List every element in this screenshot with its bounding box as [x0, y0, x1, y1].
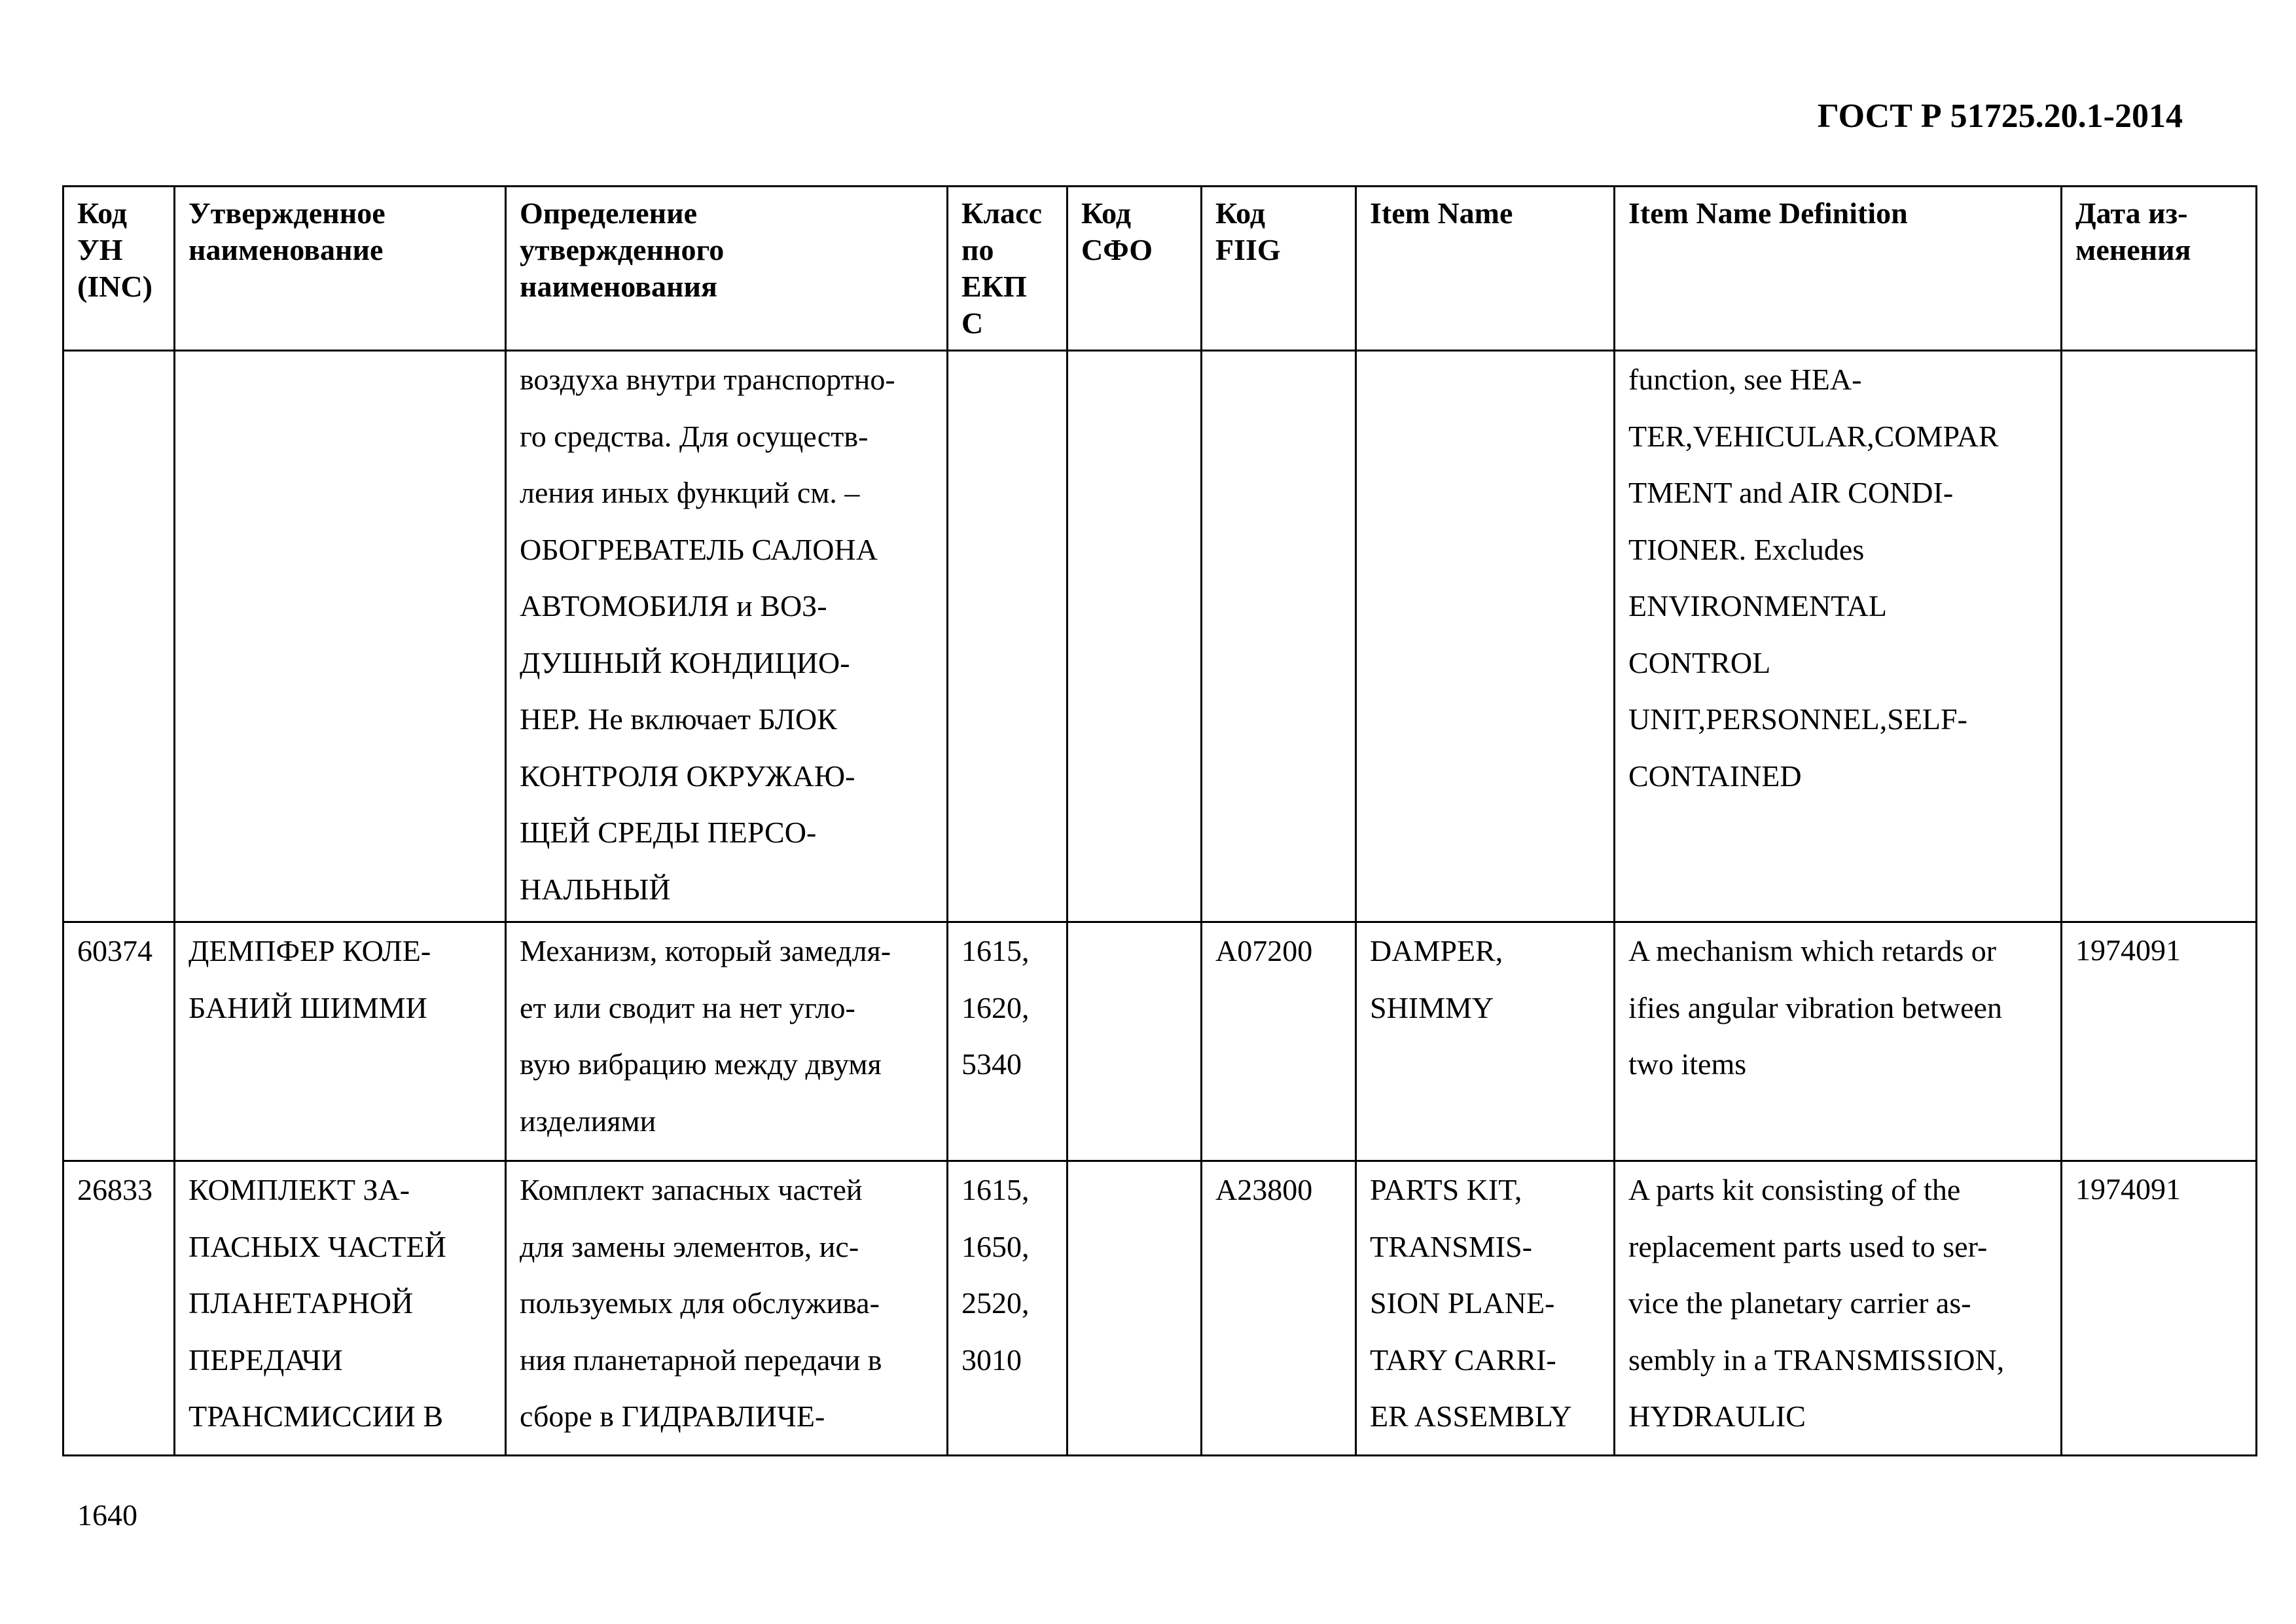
cell-fiig — [1202, 351, 1356, 922]
cell-inc: 60374 — [63, 922, 175, 1161]
cell-item-name — [1356, 351, 1615, 922]
cell-item-name: DAMPER, SHIMMY — [1356, 922, 1615, 1161]
header-sfo: Код СФО — [1067, 187, 1202, 351]
cell-item-definition: A mechanism which retards or ifies angular vibration between two items — [1615, 922, 2062, 1161]
table-header-row — [63, 187, 2257, 351]
cell-approved-name: КОМПЛЕКТ ЗА- ПАСНЫХ ЧАСТЕЙ ПЛАНЕТАРНОЙ ПЕРЕДАЧИ ТРАНСМИССИИ В — [175, 1161, 506, 1456]
header-item-definition: Item Name Definition — [1615, 187, 2062, 351]
page-number: 1640 — [77, 1498, 137, 1532]
cell-class: 1615, 1650, 2520, 3010 — [948, 1161, 1067, 1456]
cell-approved-name: ДЕМПФЕР КОЛЕ- БАНИЙ ШИММИ — [175, 922, 506, 1161]
table-row — [63, 1161, 2257, 1456]
cell-sfo — [1067, 922, 1202, 1161]
cell-inc — [63, 351, 175, 922]
cell-approved-name — [175, 351, 506, 922]
header-inc: Код УН (INC) — [63, 187, 175, 351]
cell-definition: воздуха внутри транспортно- го средства. Для осуществ- ления иных функций см. – ОБОГРЕВАТЕЛЬ САЛОНА АВТОМОБИЛЯ и ВОЗ- ДУШНЫЙ КОНДИЦИО- НЕР. Не включает БЛОК КОНТРОЛЯ ОКРУЖАЮ- ЩЕЙ СРЕДЫ ПЕРСО- НАЛЬНЫЙ — [506, 351, 948, 922]
header-class: Класс по ЕКП С — [948, 187, 1067, 351]
table-row — [63, 922, 2257, 1161]
cell-item-definition: A parts kit consisting of the replacement parts used to ser- vice the planetary carrier as- sembly in a TRANSMISSION, HYDRAULIC — [1615, 1161, 2062, 1456]
header-fiig: Код FIIG — [1202, 187, 1356, 351]
cell-fiig: A07200 — [1202, 922, 1356, 1161]
header-definition: Определение утвержденного наименования — [506, 187, 948, 351]
cell-date: 1974091 — [2062, 1161, 2257, 1456]
cell-date: 1974091 — [2062, 922, 2257, 1161]
header-item-name: Item Name — [1356, 187, 1615, 351]
cell-item-definition: function, see HEA- TER,VEHICULAR,COMPAR TMENT and AIR CONDI- TIONER. Excludes ENVIRONMENTAL CONTROL UNIT,PERSONNEL,SELF- CONTAINED — [1615, 351, 2062, 922]
cell-fiig: A23800 — [1202, 1161, 1356, 1456]
cell-sfo — [1067, 351, 1202, 922]
cell-sfo — [1067, 1161, 1202, 1456]
cell-inc: 26833 — [63, 1161, 175, 1456]
cell-definition: Механизм, который замедля- ет или сводит на нет угло- вую вибрацию между двумя изделиями — [506, 922, 948, 1161]
header-approved-name: Утвержденное наименование — [175, 187, 506, 351]
header-date: Дата из- менения — [2062, 187, 2257, 351]
document-standard-title: ГОСТ Р 51725.20.1-2014 — [1817, 98, 2183, 135]
catalog-table — [62, 185, 2257, 1456]
cell-date — [2062, 351, 2257, 922]
cell-definition: Комплект запасных частей для замены элементов, ис- пользуемых для обслужива- ния планетарной передачи в сборе в ГИДРАВЛИЧЕ- — [506, 1161, 948, 1456]
cell-class: 1615, 1620, 5340 — [948, 922, 1067, 1161]
cell-class — [948, 351, 1067, 922]
table-row — [63, 351, 2257, 922]
cell-item-name: PARTS KIT, TRANSMIS- SION PLANE- TARY CARRI- ER ASSEMBLY — [1356, 1161, 1615, 1456]
